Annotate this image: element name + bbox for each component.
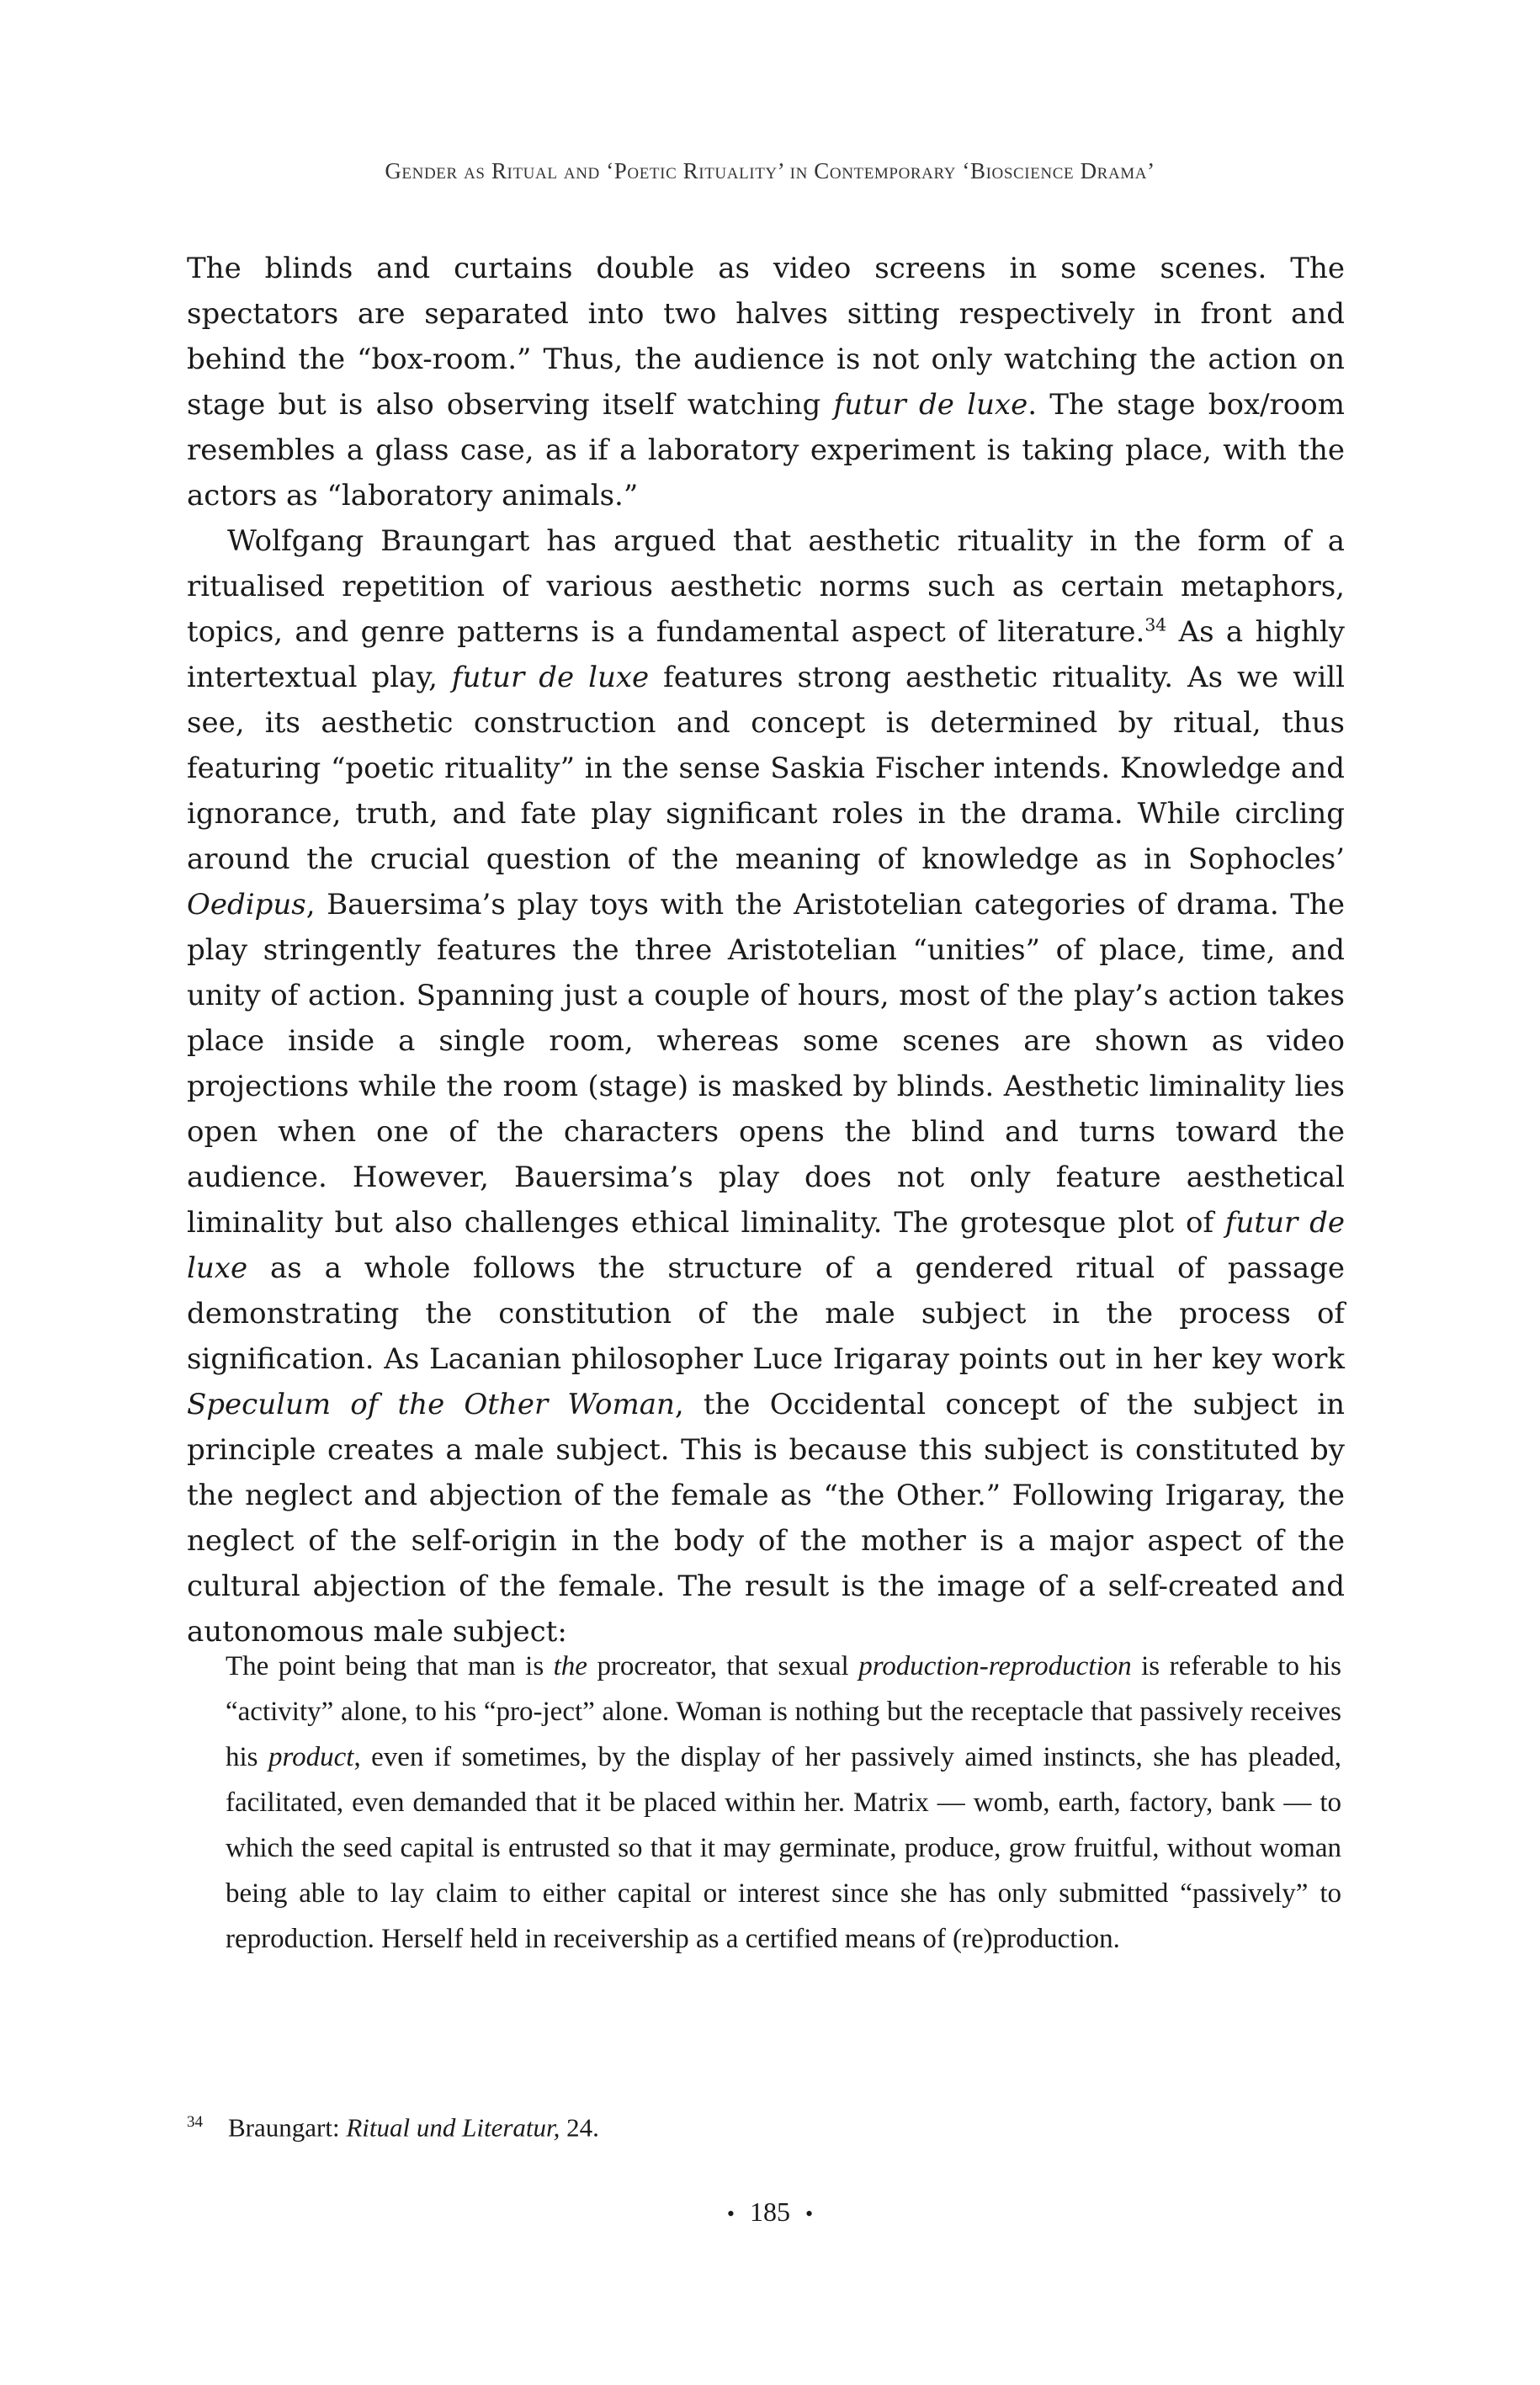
footnote: $^{34}$ Braungart: Ritual und Literatur, 24. — [187, 2112, 599, 2143]
page-number — [0, 2196, 1540, 2228]
page-number-value: 185 — [750, 2196, 790, 2227]
bullet-left: • — [726, 2202, 735, 2226]
paragraph: Wolfgang Braungart has argued that aesthetic rituality in the form of a ritualised repetition of various aesthetic norms such as certain metaphors, topics, and genre patterns is a fundamental aspect of literature.$^{34}$ As a highly intertextual play, futur de luxe features strong aesthetic rituality. As we will see, its aesthetic construction and concept is determined by ritual, thus featuring “poetic rituality” in the sense Saskia Fischer intends. Knowledge and ignorance, truth, and fate play significant roles in the drama. While circling around the crucial question of the meaning of knowledge as in Sophocles’ Oedipus, Bauersima’s play toys with the Aristotelian categories of drama. The play stringently features the three Aristotelian “unities” of place, time, and unity of action. Spanning just a couple of hours, most of the play’s action takes place inside a single room, whereas some scenes are shown as video projections while the room (stage) is masked by blinds. Aesthetic liminality lies open when one of the characters opens the blind and turns toward the audience. However, Bauersima’s play does not only feature aesthetical liminality but also challenges ethical liminality. The grotesque plot of futur de luxe as a whole follows the structure of a gendered ritual of passage demonstrating the constitution of the male subject in the process of signification. As Lacanian philosopher Luce Irigaray points out in her key work Speculum of the Other Woman, the Occidental concept of the subject in principle creates a male subject. This is because this subject is constituted by the neglect and abjection of the female as “the Other.” Following Irigaray, the neglect of the self-origin in the body of the mother is a major aspect of the cultural abjection of the female. The result is the image of a self-created and autonomous male subject: — [187, 524, 1345, 1649]
paragraph: The blinds and curtains double as video screens in some scenes. The spectators are separated into two halves sitting respectively in front and behind the “box-room.” Thus, the audience is not only watching the action on stage but is also observing itself watching futur de luxe. The stage box/room resembles a glass case, as if a laboratory experiment is taking place, with the actors as “laboratory animals.” — [187, 252, 1345, 513]
running-head: Gender as Ritual and ‘Poetic Rituality’ in Contemporary ‘Bioscience Drama’ — [385, 158, 1155, 183]
main-text — [187, 246, 1345, 1655]
block-quote — [226, 1644, 1341, 1962]
footnote-reference[interactable]: 34 — [1144, 614, 1167, 635]
footnote-number: 34 — [187, 2113, 203, 2131]
quote-paragraph: The point being that man is the procreator, that sexual production-reproduction is referable to his “activity” alone, to his “pro-ject” alone. Woman is nothing but the receptacle that passively receives his product, even if sometimes, by the display of her passively aimed instincts, she has pleaded, facilitated, even demanded that it be placed within her. Matrix — womb, earth, factory, bank — to which the seed capital is entrusted so that it may germinate, produce, grow fruitful, without woman being able to lay claim to either capital or interest since she has only submitted “passively” to reproduction. Herself held in receivership as a certified means of (re)production. — [226, 1651, 1341, 1954]
bullet-right: • — [805, 2202, 814, 2226]
